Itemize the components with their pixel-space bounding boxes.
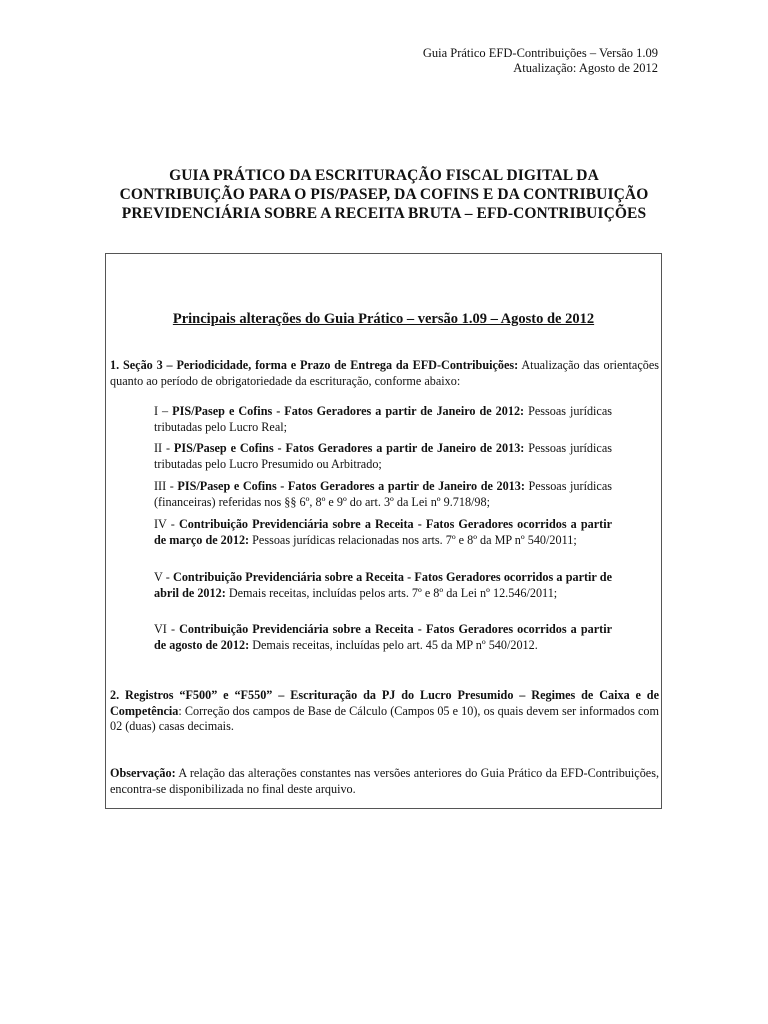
observation-text: A relação das alterações constantes nas versões anteriores do Guia Prático da EFD-Contribuições, encontra-se disponibilizada no final deste arquivo.	[110, 766, 659, 796]
item-heading: PIS/Pasep e Cofins - Fatos Geradores a partir de Janeiro de 2013:	[177, 479, 525, 493]
section-2-text: : Correção dos campos de Base de Cálculo (Campos 05 e 10), os quais devem ser informados com 02 (duas) casas decimais.	[110, 703, 659, 734]
item-text: Demais receitas, incluídas pelos arts. 7º e 8º da Lei nº 12.546/2011;	[225, 585, 558, 600]
title-line-2: CONTRIBUIÇÃO PARA O PIS/PASEP, DA COFINS E DA CONTRIBUIÇÃO	[119, 186, 649, 203]
item-heading: PIS/Pasep e Cofins - Fatos Geradores a partir de Janeiro de 2012:	[172, 404, 525, 418]
changes-heading: Principais alterações do Guia Prático – versão 1.09 – Agosto de 2012	[172, 311, 595, 327]
item-prefix: IV -	[154, 517, 179, 531]
list-item	[154, 479, 612, 510]
observation-paragraph	[110, 766, 659, 797]
list-item	[154, 441, 612, 472]
list-item	[154, 404, 612, 435]
document-title	[60, 166, 708, 223]
item-heading: Contribuição Previdenciária sobre a Receita - Fatos Geradores ocorridos a partir de agosto de 2012:	[154, 622, 612, 652]
item-text: Pessoas jurídicas tributadas pelo Lucro Real;	[154, 404, 612, 434]
item-heading: Contribuição Previdenciária sobre a Receita - Fatos Geradores ocorridos a partir de março de 2012:	[154, 517, 613, 547]
list-item	[154, 570, 612, 601]
item-heading: Contribuição Previdenciária sobre a Receita - Fatos Geradores ocorridos a partir de abril de 2012:	[154, 570, 612, 600]
page-header	[423, 46, 658, 76]
item-prefix: I –	[154, 404, 173, 418]
section-1-heading: 1. Seção 3 – Periodicidade, forma e Prazo de Entrega da EFD-Contribuições:	[110, 358, 519, 372]
item-text: Pessoas jurídicas (financeiras) referidas nos §§ 6º, 8º e 9º do art. 3º da Lei nº 9.718/98;	[154, 479, 612, 509]
header-update-date: Atualização: Agosto de 2012	[513, 61, 658, 75]
item-prefix: II -	[154, 441, 174, 455]
item-text: Pessoas jurídicas tributadas pelo Lucro Presumido ou Arbitrado;	[154, 441, 612, 471]
section-1-text: Atualização das orientações quanto ao período de obrigatoriedade da escrituração, conforme abaixo:	[110, 358, 659, 388]
section-2-paragraph	[110, 688, 659, 735]
section-2-heading: 2. Registros “F500” e “F550” – Escrituração da PJ do Lucro Presumido – Regimes de Caixa e de Competência	[110, 688, 659, 718]
header-version: Guia Prático EFD-Contribuições – Versão 1.09	[422, 46, 658, 60]
section-1-paragraph	[110, 358, 659, 389]
item-text: Pessoas jurídicas relacionadas nos arts. 7º e 8º da MP nº 540/2011;	[249, 532, 577, 547]
item-prefix: V -	[154, 570, 174, 584]
item-text: Demais receitas, incluídas pelo art. 45 da MP nº 540/2012.	[249, 637, 538, 652]
item-heading: PIS/Pasep e Cofins - Fatos Geradores a partir de Janeiro de 2013:	[173, 441, 525, 455]
item-prefix: III -	[154, 479, 178, 493]
title-line-1: GUIA PRÁTICO DA ESCRITURAÇÃO FISCAL DIGITAL DA	[169, 167, 599, 184]
item-prefix: VI -	[154, 622, 180, 636]
observation-label: Observação:	[110, 766, 176, 780]
changes-box	[105, 253, 662, 809]
list-item	[154, 622, 612, 653]
title-line-3: PREVIDENCIÁRIA SOBRE A RECEITA BRUTA – EFD-CONTRIBUIÇÕES	[121, 205, 647, 222]
list-item	[154, 517, 612, 548]
